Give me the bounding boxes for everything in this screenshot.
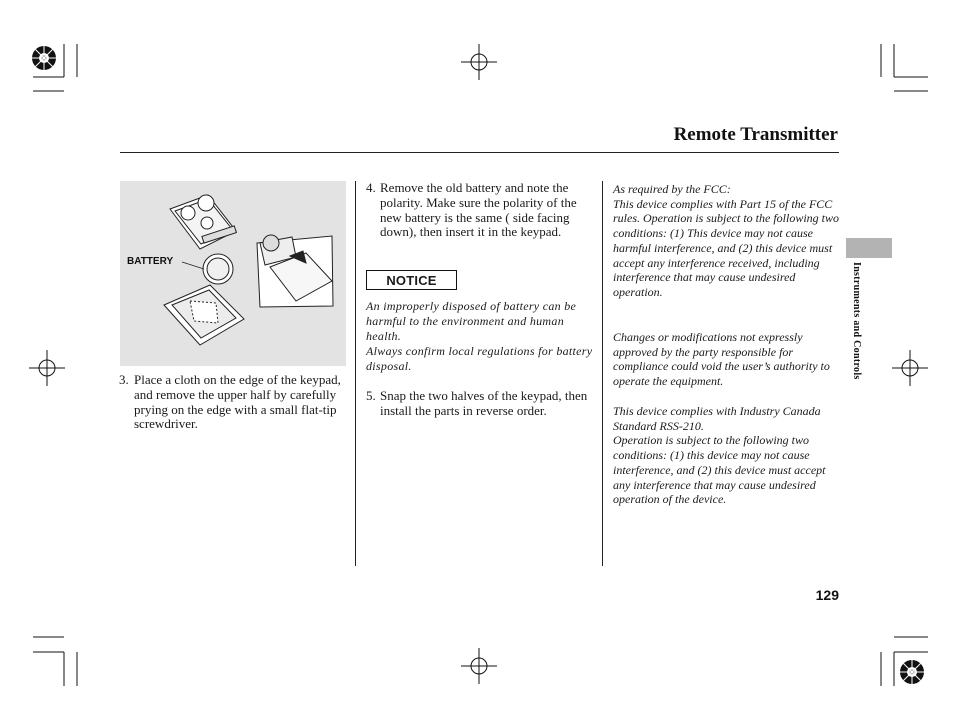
step-number: 5. <box>366 388 376 403</box>
notice-label: NOTICE <box>386 272 437 288</box>
notice-paragraph-2: Always confirm local regulations for battery disposal. <box>366 344 593 373</box>
step-3 <box>119 373 351 432</box>
notice-text <box>366 299 596 374</box>
step-number: 3. <box>119 372 129 387</box>
fcc-statement <box>613 182 845 300</box>
ic-paragraph-1: This device complies with Industry Canada Standard RSS-210. <box>613 404 821 433</box>
fcc-modifications-warning <box>613 330 845 389</box>
title-rule <box>120 152 839 153</box>
battery-replacement-illustration <box>120 181 346 366</box>
fcc-paragraph-1: This device complies with Part 15 of the FCC rules. Operation is subject to the following two conditions: (1) This device may not cause harmful interference, and (2) this device must accept any interference received, including interference that may cause undesired operation. <box>613 196 839 299</box>
keypad-drawing <box>120 181 346 366</box>
column-divider-left <box>355 181 356 566</box>
section-tab <box>846 238 892 258</box>
page-title: Remote Transmitter <box>673 124 838 145</box>
notice-label-box <box>366 270 457 290</box>
notice-paragraph-1: An improperly disposed of battery can be harmful to the environment and human health. <box>366 299 577 343</box>
section-label: Instruments and Controls <box>851 262 862 380</box>
industry-canada-statement <box>613 404 845 507</box>
step-text: Remove the old battery and note the polarity. Make sure the polarity of the new battery is the same ( side facing down), then insert it in the keypad. <box>380 180 577 240</box>
column-divider-right <box>602 181 603 566</box>
page-number: 129 <box>815 587 839 603</box>
ic-paragraph-2: Operation is subject to the following two conditions: (1) this device may not cause interference, and (2) this device must accept any interference that may cause undesired operation of the device. <box>613 433 826 507</box>
step-number: 4. <box>366 180 376 195</box>
step-4 <box>366 181 594 240</box>
step-5 <box>366 389 596 419</box>
step-text: Place a cloth on the edge of the keypad, and remove the upper half by carefully prying on the edge with a small flat-tip screwdriver. <box>134 372 341 432</box>
step-text: Snap the two halves of the keypad, then install the parts in reverse order. <box>380 388 588 418</box>
fcc-heading: As required by the FCC: <box>613 182 731 196</box>
battery-callout-label: BATTERY <box>127 256 174 267</box>
fcc-paragraph-2: Changes or modifications not expressly approved by the party responsible for compliance could void the user’s authority to operate the equipment. <box>613 330 830 389</box>
